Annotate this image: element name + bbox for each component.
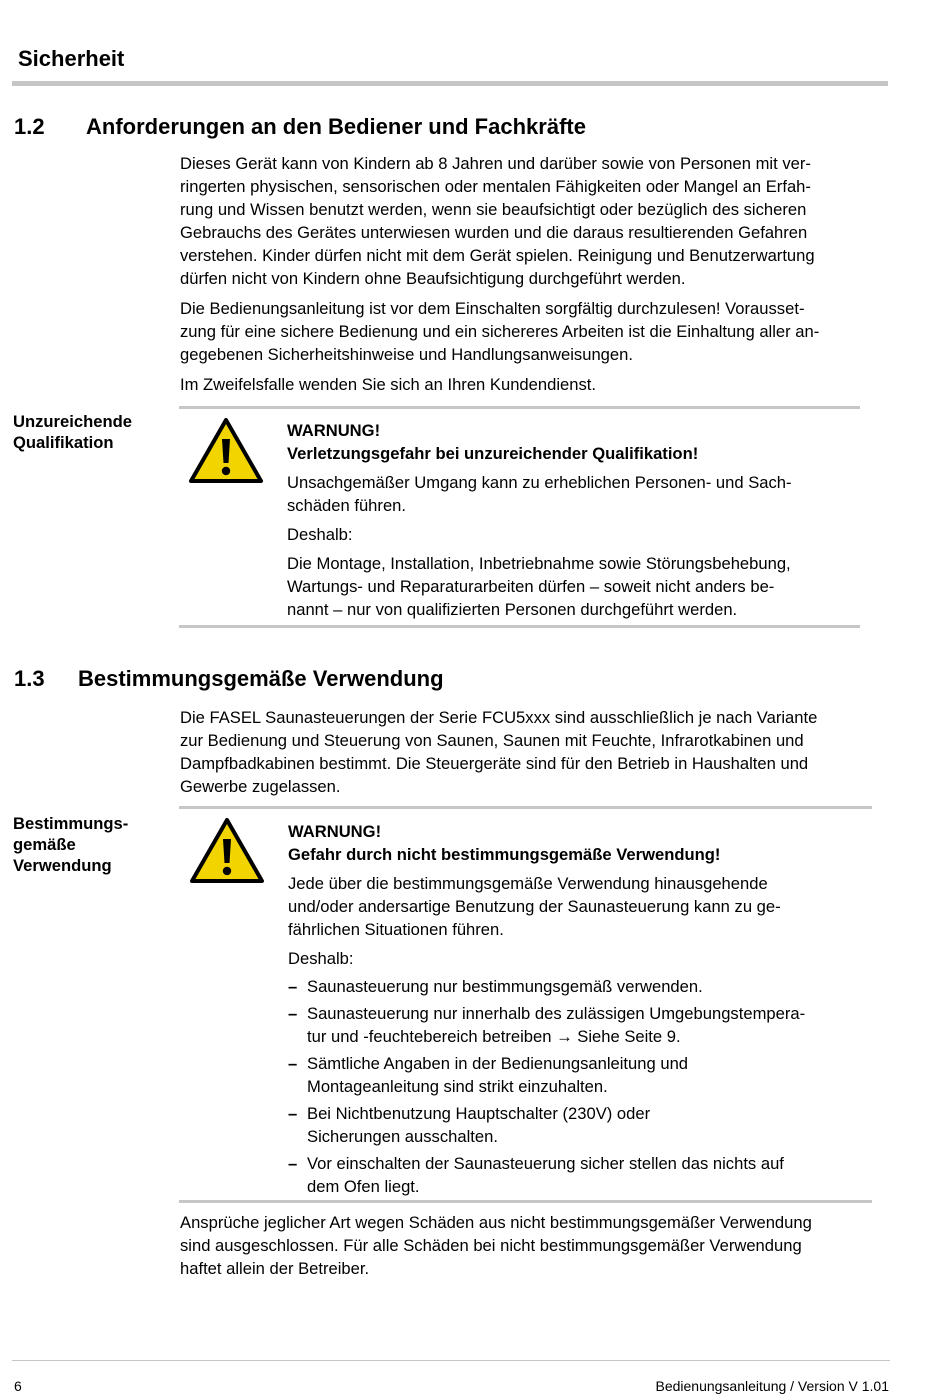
warning-1-bottom-rule [179,625,860,628]
warning-action-list [288,975,805,1198]
side-label-line: Unzureichende [13,412,132,431]
text-line: – Saunasteuerung nur innerhalb des zulässigen Umgebungstempera- [307,1004,806,1023]
section-1-3-paragraph-1 [180,706,817,798]
side-label-line: Bestimmungs- [13,814,129,833]
warning-triangle-icon [188,417,264,484]
list-item [288,1002,805,1048]
text-line: zur Bedienung und Steuerung von Saunen, Saunen mit Feuchte, Infrarotkabinen und [180,731,804,750]
text-line: Gebrauchs des Gerätes unterwiesen wurden und die daraus resultierenden Gefahren [180,223,808,242]
section-1-2-paragraph-1 [180,152,815,290]
section-1-3-closing-paragraph [180,1211,812,1280]
text-line: fährlichen Situationen führen. [288,920,504,939]
warning-2-content [288,820,805,1202]
text-line: – Bei Nichtbenutzung Hauptschalter (230V) oder [307,1104,651,1123]
list-item [288,1052,805,1098]
section-1-2-paragraph-3: Im Zweifelsfalle wenden Sie sich an Ihren Kundendienst. [180,375,597,394]
warning-triangle-icon [189,817,265,884]
warning-action [287,552,792,621]
side-label-line: gemäße [13,835,76,854]
list-item [288,975,805,998]
warning-deshalb: Deshalb: [288,949,354,968]
warning-text [287,471,792,517]
section-1-3-number: 1.3 [14,666,45,691]
section-1-3-title: Bestimmungsgemäße Verwendung [78,666,444,691]
text-line: schäden führen. [287,496,407,515]
text-line: – Saunasteuerung nur bestimmungsgemäß verwenden. [307,977,703,996]
warning-deshalb: Deshalb: [287,525,353,544]
warning-2-bottom-rule [179,1200,872,1203]
warning-2-top-rule [179,806,872,809]
warning-label: WARNUNG! [287,421,381,440]
side-label-unzureichende-qualifikation [13,411,132,453]
footer-divider [12,1360,890,1361]
header-divider [12,81,888,86]
warning-text [288,872,805,941]
text-line: Die FASEL Saunasteuerungen der Serie FCU5xxx sind ausschließlich je nach Variante [180,708,818,727]
text-line: haftet allein der Betreiber. [180,1259,370,1278]
text-line: Sicherungen ausschalten. [307,1127,498,1146]
text-line: Die Montage, Installation, Inbetriebnahme sowie Störungsbehebung, [287,554,791,573]
section-number: 1.2 [14,114,45,139]
text-line: Wartungs- und Reparaturarbeiten dürfen – soweit nicht anders be- [287,577,775,596]
text-line: Die Bedienungsanleitung ist vor dem Einschalten sorgfältig durchzulesen! Vorausset- [180,299,805,318]
list-item [288,1102,805,1148]
footer-page-number: 6 [14,1378,22,1394]
text-line: dürfen nicht von Kindern ohne Beaufsichtigung durchgeführt werden. [180,269,686,288]
text-line: Dampfbadkabinen bestimmt. Die Steuergeräte sind für den Betrieb in Haushalten und [180,754,809,773]
text-line: zung für eine sichere Bedienung und ein sichereres Arbeiten ist die Einhaltung aller an- [180,322,820,341]
text-line: verstehen. Kinder dürfen nicht mit dem Gerät spielen. Reinigung und Benutzerwartung [180,246,815,265]
side-label-line: Qualifikation [13,433,114,452]
text-line: Unsachgemäßer Umgang kann zu erheblichen Personen- und Sach- [287,473,792,492]
text-line: rung und Wissen benutzt werden, wenn sie beaufsichtigt oder bezüglich des sicheren [180,200,807,219]
side-label-line: Verwendung [13,856,112,875]
text-line: Ansprüche jeglicher Art wegen Schäden aus nicht bestimmungsgemäßer Verwendung [180,1213,812,1232]
text-line: – Sämtliche Angaben in der Bedienungsanleitung und [307,1054,689,1073]
warning-label: WARNUNG! [288,822,382,841]
page-header-title: Sicherheit [18,46,125,71]
list-item [288,1152,805,1198]
text-line: tur und -feuchtebereich betreiben → Siehe Seite 9. [307,1027,681,1046]
text-line: Dieses Gerät kann von Kindern ab 8 Jahren und darüber sowie von Personen mit ver- [180,154,811,173]
text-line: nannt – nur von qualifizierten Personen durchgeführt werden. [287,600,738,619]
text-line: sind ausgeschlossen. Für alle Schäden bei nicht bestimmungsgemäßer Verwendung [180,1236,802,1255]
warning-headline: Gefahr durch nicht bestimmungsgemäße Verwendung! [288,845,721,864]
section-1-2-heading [14,114,45,140]
text-line: und/oder andersartige Benutzung der Saunasteuerung kann zu ge- [288,897,781,916]
warning-1-content [287,419,792,621]
text-line: ringerten physischen, sensorischen oder mentalen Fähigkeiten oder Mangel an Erfah- [180,177,811,196]
section-1-2-title: Anforderungen an den Bediener und Fachkräfte [86,114,586,139]
side-label-bestimmungsgemaesse-verwendung [13,813,128,876]
text-line: dem Ofen liegt. [307,1177,420,1196]
text-line: Gewerbe zugelassen. [180,777,341,796]
warning-1-top-rule [179,406,860,409]
text-line: Montageanleitung sind strikt einzuhalten. [307,1077,608,1096]
section-1-2-paragraph-2 [180,297,819,366]
warning-headline: Verletzungsgefahr bei unzureichender Qualifikation! [287,444,699,463]
text-line: Jede über die bestimmungsgemäße Verwendung hinausgehende [288,874,768,893]
footer-document-version: Bedienungsanleitung / Version V 1.01 [655,1378,889,1394]
text-line: – Vor einschalten der Saunasteuerung sicher stellen das nichts auf [307,1154,784,1173]
text-line: gegebenen Sicherheitshinweise und Handlungsanweisungen. [180,345,633,364]
